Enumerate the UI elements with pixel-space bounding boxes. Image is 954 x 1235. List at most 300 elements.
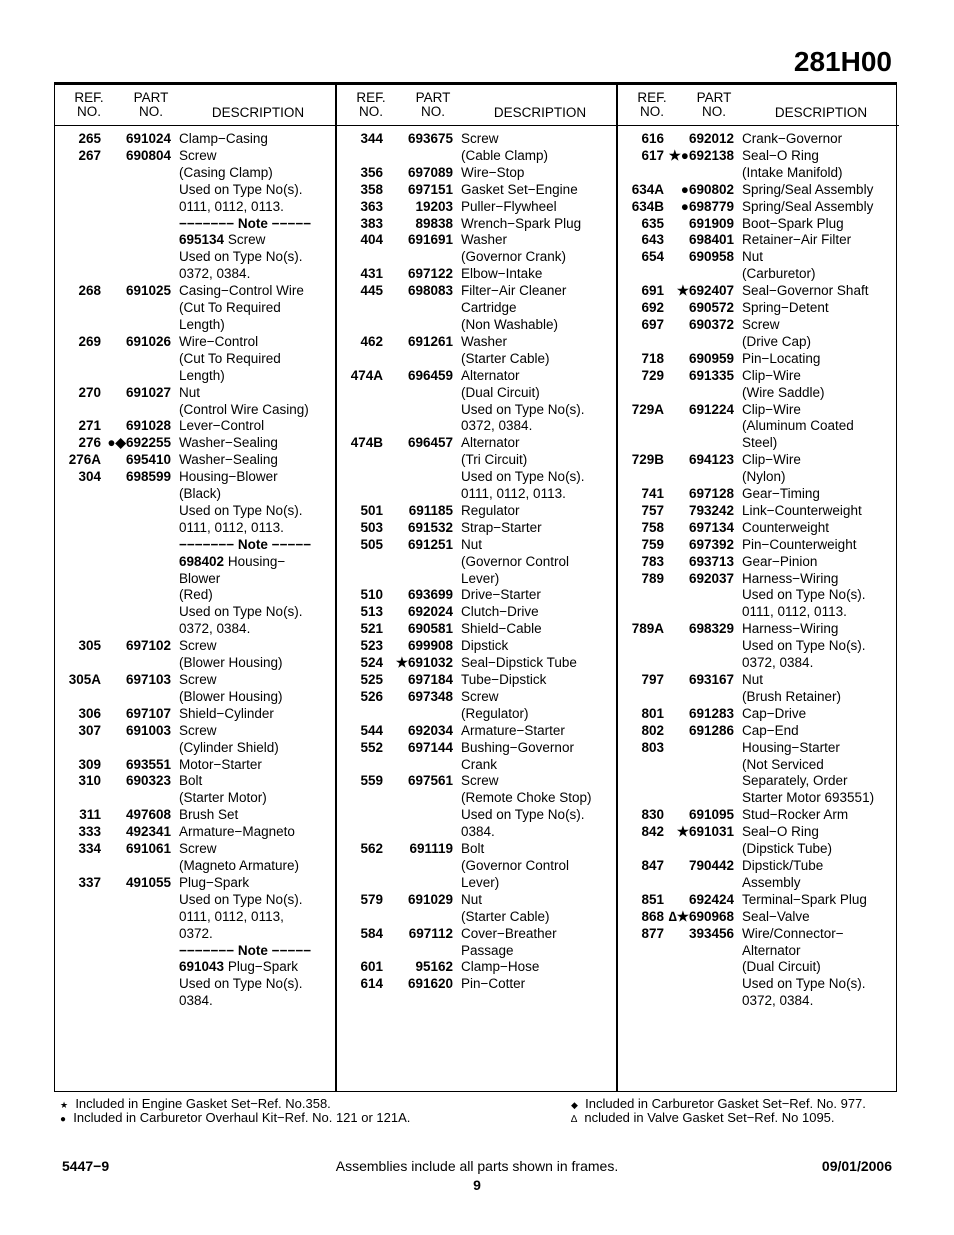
part-row-continuation (55, 689, 336, 706)
part-number (383, 790, 453, 807)
description-text: Lever) (461, 570, 500, 586)
ref-number: 634A (631, 181, 664, 197)
part-row-continuation (618, 959, 899, 976)
part-number (101, 249, 171, 266)
ref-number: 601 (360, 959, 383, 975)
part-description (453, 959, 618, 976)
ref-number: 311 (79, 807, 101, 823)
parts-column-3 (616, 85, 899, 1091)
description-text: Washer−Sealing (179, 435, 278, 451)
part-description (734, 385, 899, 402)
ref-number (337, 757, 383, 774)
ref-number (55, 402, 101, 419)
ref-number (55, 604, 101, 621)
part-number (664, 266, 734, 283)
ref-number (55, 317, 101, 334)
part-row-continuation (55, 604, 336, 621)
description-text: Cartridge (461, 300, 517, 316)
part-row (337, 740, 618, 757)
part-description (734, 537, 899, 554)
part-description (453, 199, 618, 216)
part-row-continuation (337, 909, 618, 926)
part-number (101, 503, 171, 520)
part-number (383, 385, 453, 402)
part-number (101, 554, 171, 571)
ref-number (55, 926, 101, 943)
ref-number: 333 (78, 824, 101, 840)
part-description (453, 655, 618, 672)
ref-number: 445 (360, 283, 383, 299)
part-row-continuation (618, 266, 899, 283)
part-description (734, 283, 899, 300)
part-description (171, 706, 336, 723)
part-number (664, 875, 734, 892)
part-number: 691909 (688, 215, 734, 231)
part-number: 691691 (407, 232, 453, 248)
part-row (337, 892, 618, 909)
ref-number (55, 520, 101, 537)
part-number (101, 486, 171, 503)
description-text: Link−Counterweight (742, 502, 862, 518)
description-text: Pin−Cotter (461, 976, 526, 992)
part-description (453, 385, 618, 402)
part-number: 693551 (125, 756, 171, 772)
ref-number: 356 (360, 164, 383, 180)
part-description (734, 689, 899, 706)
part-row (337, 672, 618, 689)
ref-number: 789 (641, 570, 664, 586)
part-description (734, 199, 899, 216)
part-description (734, 892, 899, 909)
description-text: (Blower Housing) (179, 655, 283, 671)
part-description (734, 773, 899, 790)
part-row (337, 841, 618, 858)
description-text: Gasket Set−Engine (461, 181, 578, 197)
ref-number (55, 858, 101, 875)
part-description (171, 943, 336, 960)
description-text: −−−−−−− Note −−−−− (179, 215, 312, 231)
part-row-continuation (55, 300, 336, 317)
part-description (734, 317, 899, 334)
part-row (55, 875, 336, 892)
part-row (618, 452, 899, 469)
description-text: (Drive Cap) (742, 333, 812, 349)
part-row-continuation (618, 689, 899, 706)
description-text: Pin−Counterweight (742, 536, 857, 552)
part-row (337, 503, 618, 520)
part-description (171, 402, 336, 419)
document-number: 5447−9 (62, 1158, 110, 1174)
part-row-continuation (337, 469, 618, 486)
description-text: (Aluminum Coated (742, 418, 854, 434)
part-row-continuation (337, 943, 618, 960)
part-row (618, 503, 899, 520)
part-number (383, 486, 453, 503)
part-row-continuation (337, 385, 618, 402)
part-number (101, 943, 171, 960)
part-description (453, 858, 618, 875)
part-description (171, 993, 336, 1010)
ref-number: 305 (78, 638, 101, 654)
part-number: 691283 (688, 705, 734, 721)
part-description (734, 807, 899, 824)
description-text: (Dual Circuit) (461, 384, 540, 400)
part-row-continuation (618, 993, 899, 1010)
part-row-continuation (618, 757, 899, 774)
ref-number (55, 655, 101, 672)
description-text: Used on Type No(s). (461, 469, 585, 485)
part-number: ∆★690968 (668, 908, 734, 924)
part-description (453, 976, 618, 993)
ref-number (618, 385, 664, 402)
ref-number (618, 790, 664, 807)
description-text: Tube−Dipstick (461, 672, 547, 687)
description-text: Washer−Sealing (179, 452, 278, 468)
ref-number: 276A (68, 452, 101, 468)
part-number: 690372 (688, 316, 734, 332)
description-text: Used on Type No(s). (179, 181, 303, 197)
part-description (171, 199, 336, 216)
description-text: Screw (179, 638, 217, 654)
part-description (734, 943, 899, 960)
part-row-continuation (618, 943, 899, 960)
description-text: 0372, 0384. (742, 655, 814, 671)
part-row (337, 976, 618, 993)
part-number: 691251 (407, 536, 453, 552)
part-row-continuation (337, 554, 618, 571)
description-text: Stud−Rocker Arm (742, 807, 849, 823)
part-number: 697107 (125, 705, 171, 721)
ref-number: 654 (641, 249, 664, 265)
part-description (734, 435, 899, 452)
part-description (734, 249, 899, 266)
ref-number: 307 (78, 722, 101, 738)
description-text: (Non Washable) (461, 316, 559, 332)
ref-number (618, 435, 664, 452)
ref-number (337, 807, 383, 824)
column-header (618, 85, 899, 126)
part-number (383, 858, 453, 875)
part-row-continuation (55, 503, 336, 520)
description-text: 0384. (461, 824, 495, 840)
part-description (734, 638, 899, 655)
description-text: Nut (742, 249, 764, 265)
part-description (171, 757, 336, 774)
part-description (453, 740, 618, 757)
part-description (171, 334, 336, 351)
description-text: Washer (461, 333, 508, 349)
part-row-continuation (618, 587, 899, 604)
part-number: 691003 (125, 722, 171, 738)
part-number: ★●692138 (668, 147, 734, 163)
part-description (171, 385, 336, 402)
ref-number: 616 (641, 131, 664, 146)
part-description (453, 571, 618, 588)
part-number: 697112 (408, 925, 453, 941)
description-text: Used on Type No(s). (461, 807, 585, 823)
part-row-continuation (618, 435, 899, 452)
part-description (734, 672, 899, 689)
part-description (734, 875, 899, 892)
ref-number (337, 486, 383, 503)
ref-number: 741 (641, 486, 664, 502)
description-text: Wire/Connector− (742, 925, 844, 941)
part-number (383, 554, 453, 571)
part-description (171, 638, 336, 655)
ref-number (337, 351, 383, 368)
ref-number (337, 249, 383, 266)
description-text: Casing−Control Wire (179, 283, 304, 299)
part-number (101, 909, 171, 926)
ref-number (618, 165, 664, 182)
ref-number (55, 537, 101, 554)
part-row-continuation (618, 418, 899, 435)
description-text: Clip−Wire (742, 367, 801, 383)
part-row (55, 148, 336, 165)
part-row (337, 638, 618, 655)
part-number: 698599 (125, 469, 171, 485)
description-text: Used on Type No(s). (179, 891, 303, 907)
part-row (618, 283, 899, 300)
description-text: Clamp−Casing (179, 131, 268, 146)
ref-number (55, 249, 101, 266)
ref-number: 521 (360, 621, 383, 637)
part-number (664, 790, 734, 807)
part-row-continuation (55, 216, 336, 233)
description-text: (Starter Cable) (461, 350, 550, 366)
part-row (618, 216, 899, 233)
ref-number: 691 (641, 283, 664, 299)
rows (337, 131, 618, 993)
part-number: 691027 (125, 384, 171, 400)
description-text: Seal−Dipstick Tube (461, 655, 577, 671)
part-row (337, 266, 618, 283)
ref-number (618, 773, 664, 790)
part-row (337, 655, 618, 672)
part-description (734, 740, 899, 757)
part-number (101, 892, 171, 909)
ref-number: 309 (78, 756, 101, 772)
part-row (618, 131, 899, 148)
part-description (171, 841, 336, 858)
ref-number (618, 943, 664, 960)
description-text: Cap−End (742, 722, 799, 738)
ref-number (55, 571, 101, 588)
column-header (337, 85, 618, 126)
part-row (618, 537, 899, 554)
part-description (453, 249, 618, 266)
part-number (383, 402, 453, 419)
part-row-continuation (337, 452, 618, 469)
part-row (337, 131, 618, 148)
parts-column-1 (55, 85, 336, 1091)
ref-no-header: REF. NO. (356, 90, 386, 119)
part-row-continuation (55, 537, 336, 554)
ref-number (55, 503, 101, 520)
part-row (618, 554, 899, 571)
description-text: Harness−Wiring (742, 621, 839, 637)
description-text: (Casing Clamp) (179, 164, 273, 180)
part-row (337, 232, 618, 249)
part-number: 692037 (688, 570, 734, 586)
part-row-continuation (337, 317, 618, 334)
part-number (101, 689, 171, 706)
part-number: ●690802 (680, 181, 734, 197)
part-row (337, 165, 618, 182)
description-text: −−−−−−− Note −−−−− (179, 942, 312, 958)
ref-number: 584 (360, 925, 383, 941)
part-row (618, 672, 899, 689)
ref-number: 503 (360, 519, 383, 535)
description-text: (Carburetor) (742, 266, 816, 282)
part-row (55, 672, 336, 689)
description-text: Crank (461, 756, 498, 772)
part-description (171, 452, 336, 469)
part-number: 691119 (409, 841, 453, 857)
part-description (171, 689, 336, 706)
part-row-continuation (55, 520, 336, 537)
parts-column-2 (335, 85, 618, 1091)
ref-number (618, 587, 664, 604)
part-number (101, 165, 171, 182)
description-text: Passage (461, 942, 514, 958)
part-description (171, 858, 336, 875)
part-number: 691026 (125, 333, 171, 349)
description-text: Screw (227, 232, 266, 248)
part-number (664, 976, 734, 993)
part-row-continuation (337, 300, 618, 317)
part-row-continuation (55, 993, 336, 1010)
part-number (383, 824, 453, 841)
part-description (171, 554, 336, 571)
part-description (453, 672, 618, 689)
ref-number (55, 587, 101, 604)
part-description (734, 571, 899, 588)
part-row-continuation (337, 148, 618, 165)
description-text: 0111, 0112, 0113, (179, 908, 284, 924)
part-number (101, 604, 171, 621)
description-text: Motor−Starter (179, 756, 262, 772)
part-description (734, 790, 899, 807)
part-row (55, 435, 336, 452)
part-number (101, 976, 171, 993)
part-description (171, 537, 336, 554)
description-header: DESCRIPTION (211, 105, 305, 120)
part-description (734, 604, 899, 621)
ref-number (337, 452, 383, 469)
part-number: ★691031 (676, 824, 734, 840)
part-number (101, 182, 171, 199)
description-text: Screw (742, 316, 780, 332)
description-text: (Nylon) (742, 469, 786, 485)
description-text: Filter−Air Cleaner (461, 283, 567, 299)
part-description (171, 368, 336, 385)
description-text: Dipstick (461, 638, 509, 654)
part-description (734, 554, 899, 571)
description-text: Assembly (742, 874, 801, 890)
rows (55, 131, 336, 1010)
description-text: Retainer−Air Filter (742, 232, 852, 248)
ref-number (337, 858, 383, 875)
ref-number: 344 (360, 131, 383, 146)
description-text: Lever) (461, 874, 500, 890)
part-number (101, 571, 171, 588)
description-text: Length) (179, 316, 225, 332)
part-row-continuation (55, 976, 336, 993)
part-number: 696457 (407, 435, 453, 451)
description-text: Used on Type No(s). (742, 587, 866, 603)
part-description (734, 959, 899, 976)
part-number (383, 943, 453, 960)
part-description (171, 892, 336, 909)
part-number: 691028 (125, 418, 171, 434)
part-row-continuation (337, 418, 618, 435)
part-number (383, 909, 453, 926)
part-number: 393456 (688, 925, 734, 941)
description-text: Gear−Pinion (742, 553, 818, 569)
description-text: Screw (461, 688, 499, 704)
part-description (734, 300, 899, 317)
part-number (664, 959, 734, 976)
delta-icon: ∆ (571, 1114, 578, 1125)
description-text: Screw (179, 722, 217, 738)
description-text: Dipstick/Tube (742, 857, 824, 873)
part-number (101, 959, 171, 976)
description-text: Seal−O Ring (742, 824, 819, 840)
part-row-continuation (55, 486, 336, 503)
description-text: Screw (461, 131, 499, 146)
ref-number (55, 909, 101, 926)
part-row (337, 723, 618, 740)
part-description (171, 300, 336, 317)
part-number: 697348 (407, 688, 453, 704)
ref-number: 617 (641, 147, 664, 163)
ref-number (337, 148, 383, 165)
part-description (453, 283, 618, 300)
ref-number (55, 486, 101, 503)
part-description (734, 148, 899, 165)
part-number: 698401 (688, 232, 734, 248)
ref-number (55, 790, 101, 807)
part-row-continuation (337, 875, 618, 892)
part-number: 491055 (125, 874, 171, 890)
description-text: Nut (461, 536, 483, 552)
description-text: (Tri Circuit) (461, 452, 528, 468)
ref-number (55, 740, 101, 757)
part-row (618, 232, 899, 249)
ref-number (618, 655, 664, 672)
part-number: 697128 (688, 486, 734, 502)
description-text: 0372, 0384. (461, 418, 533, 434)
part-description (453, 469, 618, 486)
part-row (55, 385, 336, 402)
part-description (171, 182, 336, 199)
description-text: Screw (179, 841, 217, 857)
ref-number: 267 (78, 147, 101, 163)
part-number: 691286 (688, 722, 734, 738)
part-row (618, 892, 899, 909)
ref-number: 789A (631, 621, 664, 637)
description-text: Alternator (742, 942, 801, 958)
part-number: 690958 (688, 249, 734, 265)
ref-number: 524 (360, 655, 383, 671)
part-row (55, 807, 336, 824)
part-number: 697102 (125, 638, 171, 654)
description-text: −−−−−−− Note −−−−− (179, 536, 312, 552)
part-number (101, 199, 171, 216)
part-row-continuation (55, 943, 336, 960)
part-description (171, 875, 336, 892)
